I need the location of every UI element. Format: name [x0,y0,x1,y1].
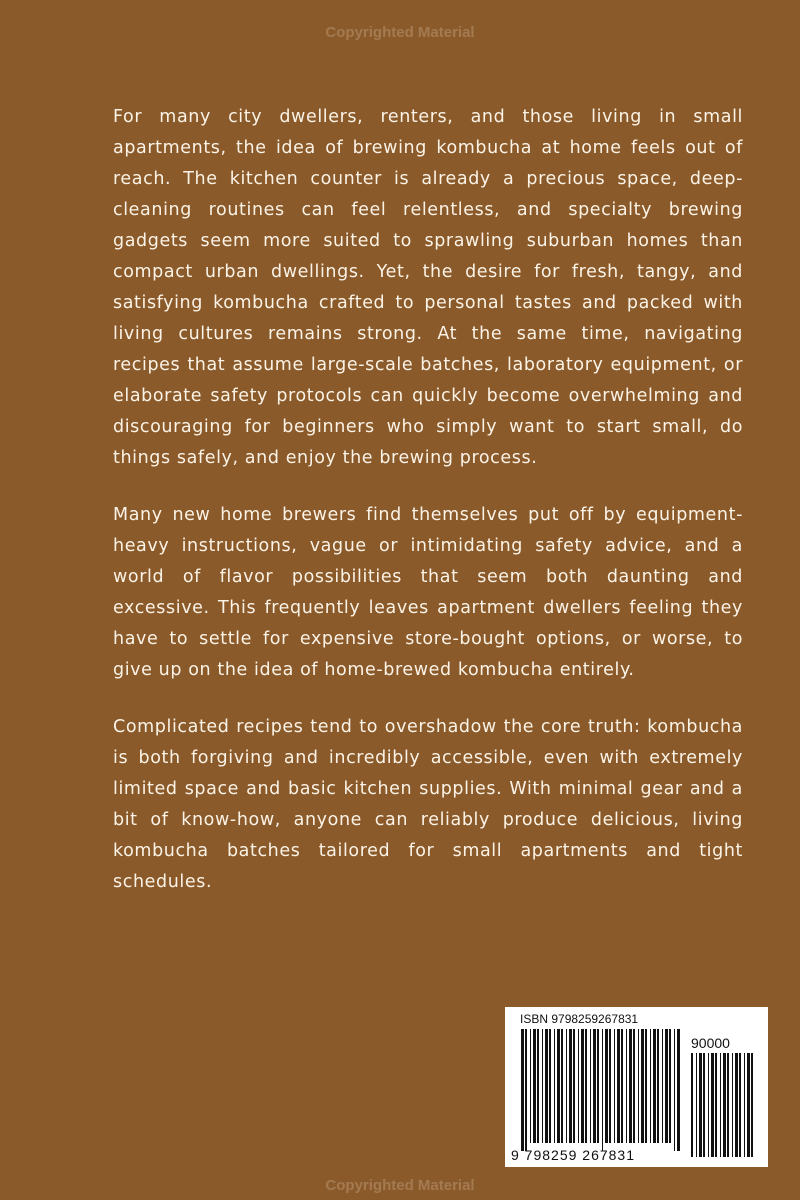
addon-barcode [691,1053,755,1157]
barcode-bar [645,1029,647,1143]
copyright-watermark-top: Copyrighted Material [325,24,475,41]
barcode-bar [711,1053,714,1157]
paragraph-2: Many new home brewers find themselves put off by equipment-heavy instructions, vague or intimidating safety advice, and a world of flavor possibilities that seem both daunting and excessive. This frequently leaves apartment dwellers feeling they have to settle for expensive store-bought options, or worse, to give up on the idea of home-brewed kombucha entirely. [113,505,743,680]
barcode-bar [585,1029,587,1143]
barcode-bar [626,1029,627,1143]
barcode-bar [569,1029,572,1143]
barcode-bar [590,1029,591,1143]
barcode-bar [545,1029,548,1143]
barcode-bar [602,1029,603,1151]
barcode-bar [751,1053,753,1157]
barcode-bar [641,1029,644,1143]
barcode-bar [662,1029,663,1143]
barcode-bar [566,1029,567,1143]
barcode-bar [653,1029,656,1143]
barcode-bar [605,1029,608,1143]
barcode-bar [669,1029,671,1143]
barcode-bar [573,1029,575,1143]
barcode-bar [537,1029,539,1143]
barcode-bar [542,1029,543,1143]
barcode-bar [691,1053,693,1157]
barcode-bar [699,1053,702,1157]
barcode-bar [561,1029,563,1143]
barcode-bar [708,1053,709,1157]
barcode-bar [703,1053,705,1157]
barcode-bar [696,1053,697,1157]
copyright-watermark-bottom: Copyrighted Material [325,1177,475,1194]
barcode-bar [715,1053,717,1157]
barcode-bar [621,1029,623,1143]
barcode-bar [581,1029,584,1143]
price-code: 90000 [691,1035,730,1051]
barcode-bar [739,1053,741,1157]
barcode-bar [593,1029,596,1143]
barcode-bar [665,1029,668,1143]
barcode-bar [554,1029,555,1143]
barcode-bar [657,1029,659,1143]
barcode-bar [674,1029,675,1151]
barcode-bar [720,1053,721,1157]
barcode-bar [677,1029,680,1151]
barcode-bar [525,1029,527,1151]
barcode-bar [735,1053,738,1157]
barcode-bar [629,1029,632,1143]
barcode-bar [530,1029,531,1143]
barcode-bar [578,1029,579,1143]
ean-barcode [521,1029,681,1151]
barcode-digits: 9 798259 267831 [511,1147,635,1163]
barcode-bar [638,1029,639,1143]
barcode-bar [557,1029,560,1143]
back-cover-text [113,102,743,924]
isbn-label: ISBN 9798259267831 [520,1012,639,1026]
barcode-bar [723,1053,726,1157]
barcode-bar [614,1029,615,1143]
barcode-bar [597,1029,599,1143]
paragraph-3: Complicated recipes tend to overshadow the core truth: kombucha is both forgiving and incredibly accessible, even with extremely limited space and basic kitchen supplies. With minimal gear and a bit of know-how, anyone can reliably produce delicious, living kombucha batches tailored for small apartments and tight schedules. [113,717,743,892]
barcode-bar [747,1053,750,1157]
barcode-bar [744,1053,745,1157]
barcode-bar [732,1053,733,1157]
isbn-barcode-box [505,1007,768,1167]
barcode-bar [521,1029,524,1151]
barcode-bar [549,1029,551,1143]
barcode-bar [609,1029,611,1143]
barcode-bar [650,1029,651,1143]
barcode-bar [617,1029,620,1143]
barcode-bar [727,1053,729,1157]
paragraph-1: For many city dwellers, renters, and those living in small apartments, the idea of brewing kombucha at home feels out of reach. The kitchen counter is already a precious space, deep-cleaning routines can feel relentless, and specialty brewing gadgets seem more suited to sprawling suburban homes than compact urban dwellings. Yet, the desire for fresh, tangy, and satisfying kombucha crafted to personal tastes and packed with living cultures remains strong. At the same time, navigating recipes that assume large-scale batches, laboratory equipment, or elaborate safety protocols can quickly become overwhelming and discouraging for beginners who simply want to start small, do things safely, and enjoy the brewing process. [113,107,743,468]
barcode-bar [533,1029,536,1143]
barcode-bar [633,1029,635,1143]
